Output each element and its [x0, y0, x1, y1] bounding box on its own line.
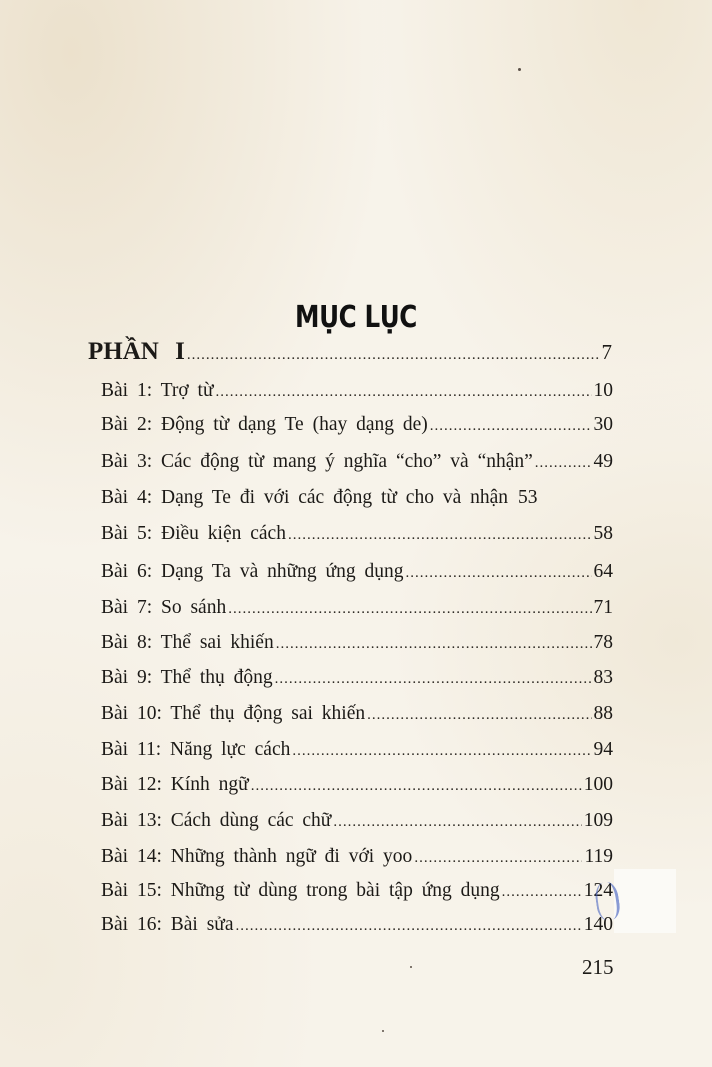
leader-dots	[288, 527, 592, 544]
page-number: 58	[593, 523, 613, 544]
toc-entry[interactable]	[101, 451, 613, 473]
entry-label: Bài 2: Động từ dạng Te (hay dạng de)	[101, 414, 428, 435]
entry-label: Bài 3: Các động từ mang ý nghĩa “cho” và “nhận”	[101, 451, 533, 472]
toc-entry[interactable]	[101, 414, 613, 436]
page-number: 7	[601, 340, 612, 364]
entry-label: Bài 13: Cách dùng các chữ	[101, 810, 332, 831]
leader-dots	[216, 384, 592, 401]
page-number: 49	[593, 451, 613, 472]
paper-speck	[382, 1030, 384, 1032]
page-number: 30	[593, 414, 613, 435]
leader-dots	[251, 778, 582, 795]
toc-entry[interactable]	[101, 667, 613, 689]
page-number: 78	[593, 632, 613, 653]
paper-speck	[410, 966, 412, 968]
leader-dots	[236, 918, 582, 935]
page-number: 100	[583, 774, 613, 795]
entry-label: Bài 10: Thể thụ động sai khiến	[101, 703, 366, 724]
leader-dots	[275, 671, 592, 688]
page-number: 119	[584, 846, 613, 867]
toc-entry[interactable]	[101, 523, 613, 545]
entry-label: Bài 9: Thể thụ động	[101, 667, 273, 688]
leader-dots	[430, 418, 592, 435]
entry-label: Bài 12: Kính ngữ	[101, 774, 249, 795]
page-number: 124	[583, 880, 613, 901]
page-number: 71	[593, 597, 613, 618]
entry-label: Bài 6: Dạng Ta và những ứng dụng	[101, 561, 404, 582]
toc-entry[interactable]	[101, 739, 613, 761]
leader-dots	[535, 455, 592, 472]
toc-entry[interactable]	[101, 774, 613, 796]
toc-entry[interactable]	[101, 880, 613, 902]
bleed-through-text	[240, 95, 620, 263]
page-number: 83	[593, 667, 613, 688]
leader-dots	[187, 347, 600, 364]
page-number: 88	[593, 703, 613, 724]
toc-entry[interactable]	[101, 632, 613, 654]
page-number: 10	[593, 380, 613, 401]
entry-label: Bài 14: Những thành ngữ đi với yoo	[101, 846, 413, 867]
toc-part-entry[interactable]	[88, 338, 612, 366]
page-number: 109	[583, 810, 613, 831]
page-number: 64	[593, 561, 613, 582]
entry-label: Bài 15: Những từ dùng trong bài tập ứng dụng	[101, 880, 500, 901]
entry-label: Bài 11: Năng lực cách	[101, 739, 291, 760]
entry-label: Bài 5: Điều kiện cách	[101, 523, 286, 544]
leader-dots	[502, 884, 582, 901]
toc-entry[interactable]	[101, 810, 613, 832]
leader-dots	[276, 636, 592, 653]
toc-entry[interactable]	[101, 914, 613, 936]
leader-dots	[414, 850, 582, 867]
entry-label: Bài 8: Thể sai khiến	[101, 632, 274, 653]
leader-dots	[292, 743, 591, 760]
toc-entry[interactable]	[101, 703, 613, 725]
toc-entry[interactable]	[101, 380, 613, 402]
leader-dots	[333, 814, 581, 831]
entry-label: Bài 4: Dạng Te đi với các động từ cho và nhận	[101, 487, 509, 508]
folio-page-number: 215	[582, 955, 614, 979]
entry-label: Bài 7: So sánh	[101, 597, 227, 618]
toc-entry[interactable]	[101, 597, 613, 619]
paper-speck	[518, 68, 521, 71]
entry-label: Bài 16: Bài sửa	[101, 914, 234, 935]
toc-entry[interactable]	[101, 561, 613, 583]
page-number: 53	[518, 487, 538, 508]
leader-dots	[406, 565, 592, 582]
part-label: PHẦN I	[88, 338, 185, 365]
entry-label: Bài 1: Trợ từ	[101, 380, 214, 401]
toc-entry[interactable]	[101, 487, 613, 509]
page-number: 140	[583, 914, 613, 935]
page-number: 94	[593, 739, 613, 760]
page-title: MỤC LỤC	[295, 300, 417, 336]
leader-dots	[228, 601, 591, 618]
toc-entry[interactable]	[101, 846, 613, 868]
paper-patch	[614, 869, 676, 933]
leader-dots	[367, 707, 591, 724]
